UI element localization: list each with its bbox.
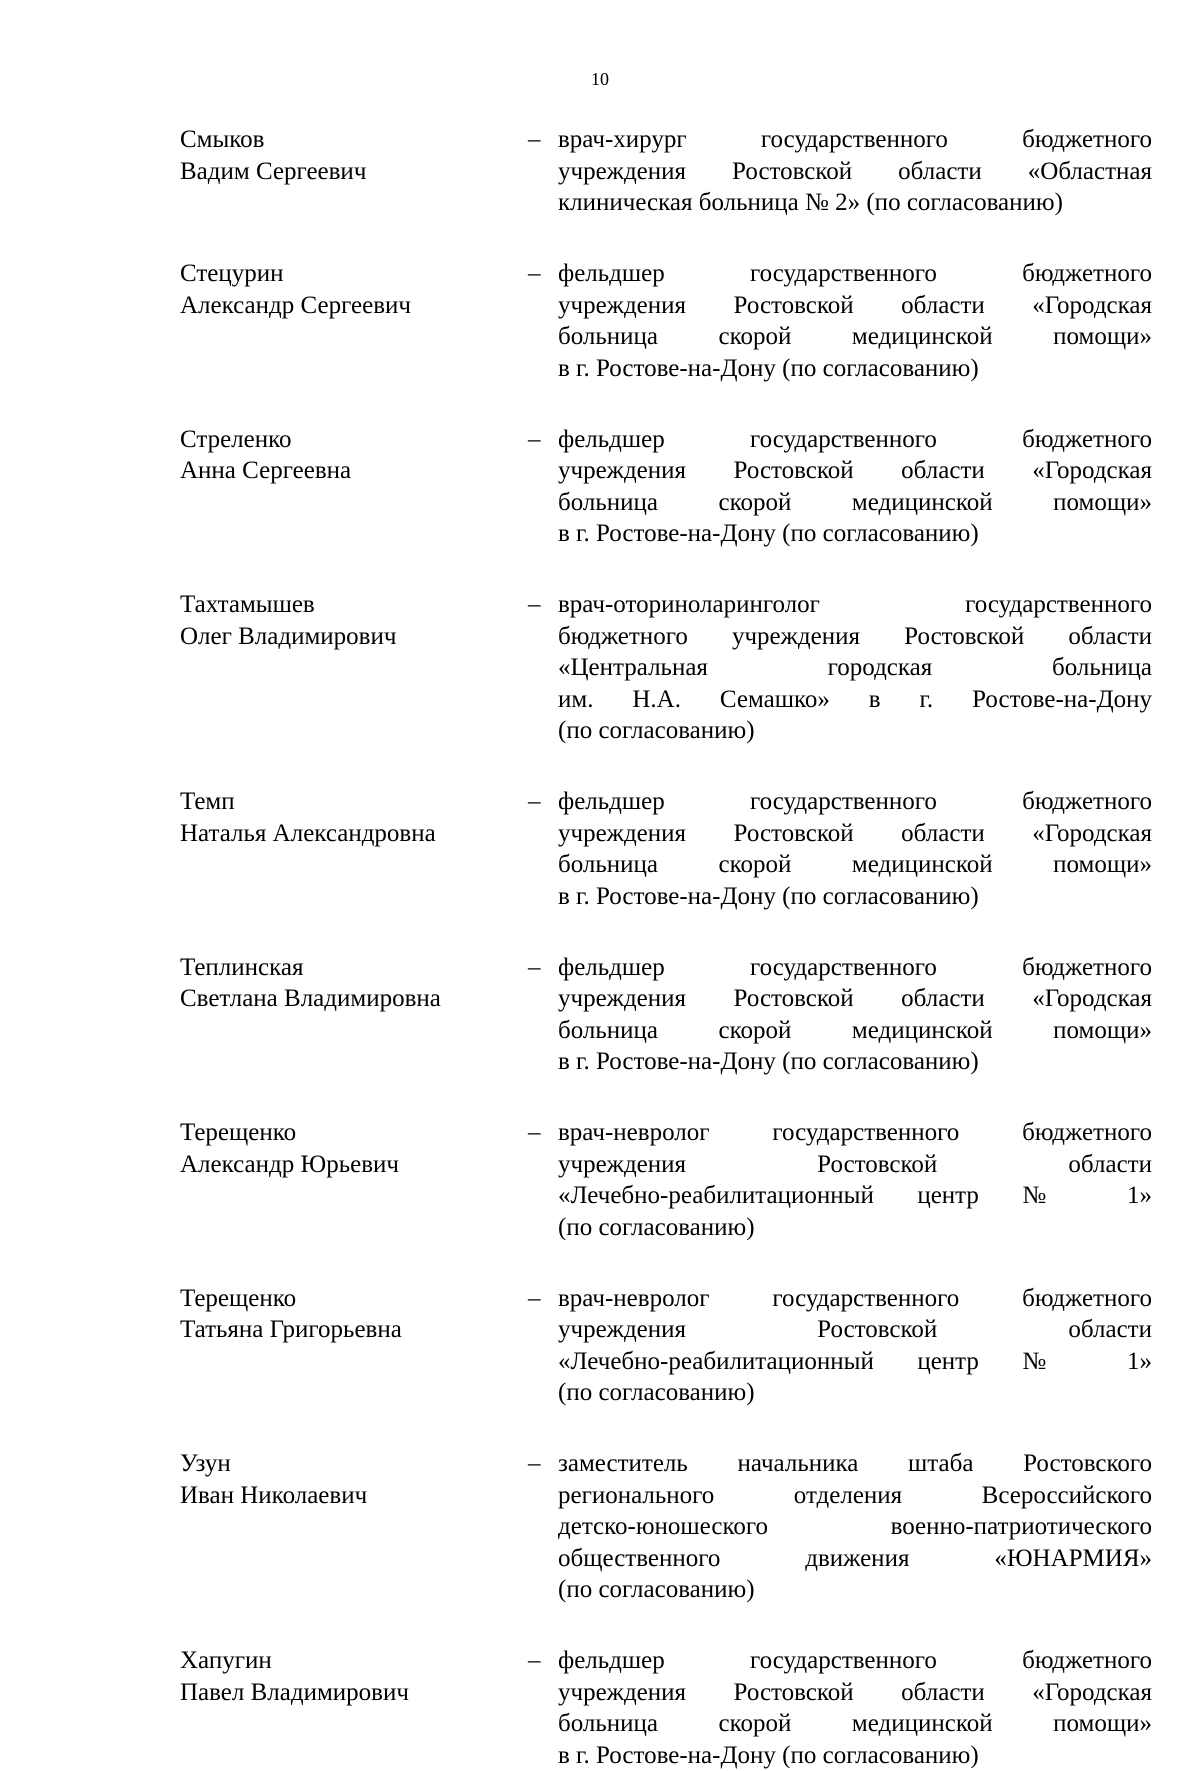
position-line: «Лечебно-реабилитационный центр № 1» bbox=[558, 1346, 1152, 1378]
position-line: учреждения Ростовской области «Городская bbox=[558, 455, 1152, 487]
member-entry bbox=[0, 786, 1200, 912]
position-line: в г. Ростове-на-Дону (по согласованию) bbox=[558, 1740, 1152, 1771]
member-given-names: Татьяна Григорьевна bbox=[180, 1314, 510, 1346]
member-surname: Смыков bbox=[180, 124, 510, 156]
position-line: больница скорой медицинской помощи» bbox=[558, 487, 1152, 519]
member-position bbox=[558, 424, 1152, 550]
position-line: фельдшер государственного бюджетного bbox=[558, 258, 1152, 290]
position-line: фельдшер государственного бюджетного bbox=[558, 1645, 1152, 1677]
position-line: врач-невролог государственного бюджетного bbox=[558, 1117, 1152, 1149]
position-line: учреждения Ростовской области «Городская bbox=[558, 983, 1152, 1015]
member-surname: Хапугин bbox=[180, 1645, 510, 1677]
position-line: учреждения Ростовской области «Городская bbox=[558, 290, 1152, 322]
position-line: (по согласованию) bbox=[558, 1377, 1152, 1409]
member-name bbox=[180, 589, 510, 652]
member-position bbox=[558, 1448, 1152, 1606]
dash-separator: – bbox=[528, 786, 541, 818]
dash-separator: – bbox=[528, 1283, 541, 1315]
member-given-names: Вадим Сергеевич bbox=[180, 156, 510, 188]
position-line: учреждения Ростовской области bbox=[558, 1314, 1152, 1346]
member-position bbox=[558, 786, 1152, 912]
member-position bbox=[558, 258, 1152, 384]
position-line: «Центральная городская больница bbox=[558, 652, 1152, 684]
dash-separator: – bbox=[528, 424, 541, 456]
member-position bbox=[558, 1117, 1152, 1243]
member-name bbox=[180, 1645, 510, 1708]
member-entry bbox=[0, 1645, 1200, 1771]
position-line: общественного движения «ЮНАРМИЯ» bbox=[558, 1543, 1152, 1575]
position-line: врач-хирург государственного бюджетного bbox=[558, 124, 1152, 156]
position-line: бюджетного учреждения Ростовской области bbox=[558, 621, 1152, 653]
member-list bbox=[0, 124, 1200, 1771]
member-entry bbox=[0, 1117, 1200, 1243]
position-line: им. Н.А. Семашко» в г. Ростове-на-Дону bbox=[558, 684, 1152, 716]
position-line: врач-невролог государственного бюджетного bbox=[558, 1283, 1152, 1315]
position-line: «Лечебно-реабилитационный центр № 1» bbox=[558, 1180, 1152, 1212]
member-entry bbox=[0, 424, 1200, 550]
member-position bbox=[558, 1283, 1152, 1409]
dash-separator: – bbox=[528, 124, 541, 156]
position-line: в г. Ростове-на-Дону (по согласованию) bbox=[558, 1046, 1152, 1078]
member-surname: Узун bbox=[180, 1448, 510, 1480]
position-line: в г. Ростове-на-Дону (по согласованию) bbox=[558, 518, 1152, 550]
position-line: заместитель начальника штаба Ростовского bbox=[558, 1448, 1152, 1480]
position-line: в г. Ростове-на-Дону (по согласованию) bbox=[558, 353, 1152, 385]
position-line: больница скорой медицинской помощи» bbox=[558, 849, 1152, 881]
position-line: клиническая больница № 2» (по согласованию) bbox=[558, 187, 1152, 219]
member-surname: Темп bbox=[180, 786, 510, 818]
position-line: регионального отделения Всероссийского bbox=[558, 1480, 1152, 1512]
member-given-names: Александр Сергеевич bbox=[180, 290, 510, 322]
position-line: учреждения Ростовской области «Областная bbox=[558, 156, 1152, 188]
page-number: 10 bbox=[0, 68, 1200, 90]
position-line: больница скорой медицинской помощи» bbox=[558, 1015, 1152, 1047]
member-surname: Теплинская bbox=[180, 952, 510, 984]
position-line: учреждения Ростовской области «Городская bbox=[558, 818, 1152, 850]
member-name bbox=[180, 952, 510, 1015]
member-surname: Терещенко bbox=[180, 1283, 510, 1315]
position-line: (по согласованию) bbox=[558, 715, 1152, 747]
member-given-names: Павел Владимирович bbox=[180, 1677, 510, 1709]
position-line: учреждения Ростовской области bbox=[558, 1149, 1152, 1181]
member-given-names: Светлана Владимировна bbox=[180, 983, 510, 1015]
member-entry bbox=[0, 258, 1200, 384]
member-surname: Стреленко bbox=[180, 424, 510, 456]
member-name bbox=[180, 124, 510, 187]
dash-separator: – bbox=[528, 1117, 541, 1149]
position-line: учреждения Ростовской области «Городская bbox=[558, 1677, 1152, 1709]
position-line: детско-юношеского военно-патриотического bbox=[558, 1511, 1152, 1543]
member-given-names: Анна Сергеевна bbox=[180, 455, 510, 487]
member-entry bbox=[0, 1448, 1200, 1606]
member-name bbox=[180, 1448, 510, 1511]
member-entry bbox=[0, 952, 1200, 1078]
member-surname: Стецурин bbox=[180, 258, 510, 290]
dash-separator: – bbox=[528, 1448, 541, 1480]
member-surname: Тахтамышев bbox=[180, 589, 510, 621]
position-line: (по согласованию) bbox=[558, 1212, 1152, 1244]
member-name bbox=[180, 424, 510, 487]
member-position bbox=[558, 589, 1152, 747]
member-given-names: Наталья Александровна bbox=[180, 818, 510, 850]
member-given-names: Александр Юрьевич bbox=[180, 1149, 510, 1181]
member-entry bbox=[0, 1283, 1200, 1409]
dash-separator: – bbox=[528, 258, 541, 290]
member-name bbox=[180, 1117, 510, 1180]
member-position bbox=[558, 124, 1152, 219]
position-line: врач-оториноларинголог государственного bbox=[558, 589, 1152, 621]
member-position bbox=[558, 952, 1152, 1078]
position-line: больница скорой медицинской помощи» bbox=[558, 321, 1152, 353]
member-given-names: Олег Владимирович bbox=[180, 621, 510, 653]
member-entry bbox=[0, 589, 1200, 747]
position-line: фельдшер государственного бюджетного bbox=[558, 424, 1152, 456]
dash-separator: – bbox=[528, 1645, 541, 1677]
position-line: в г. Ростове-на-Дону (по согласованию) bbox=[558, 881, 1152, 913]
position-line: (по согласованию) bbox=[558, 1574, 1152, 1606]
dash-separator: – bbox=[528, 589, 541, 621]
member-name bbox=[180, 786, 510, 849]
member-given-names: Иван Николаевич bbox=[180, 1480, 510, 1512]
position-line: фельдшер государственного бюджетного bbox=[558, 952, 1152, 984]
dash-separator: – bbox=[528, 952, 541, 984]
member-surname: Терещенко bbox=[180, 1117, 510, 1149]
position-line: фельдшер государственного бюджетного bbox=[558, 786, 1152, 818]
member-name bbox=[180, 258, 510, 321]
position-line: больница скорой медицинской помощи» bbox=[558, 1708, 1152, 1740]
member-name bbox=[180, 1283, 510, 1346]
member-entry bbox=[0, 124, 1200, 219]
member-position bbox=[558, 1645, 1152, 1771]
